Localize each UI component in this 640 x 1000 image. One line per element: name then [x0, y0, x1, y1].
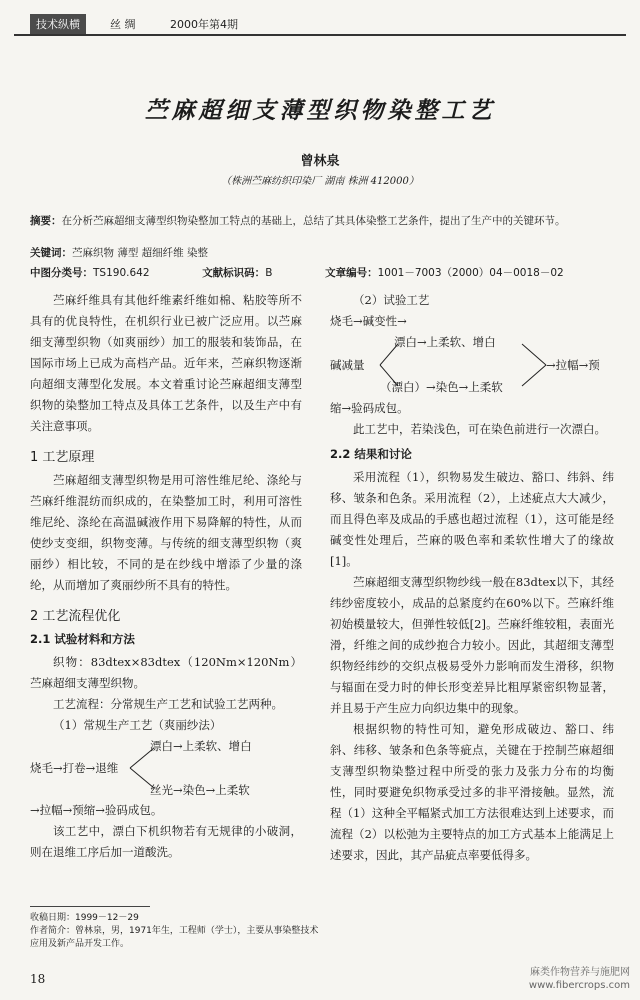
watermark: [529, 966, 630, 992]
keywords-label: 关键词：: [30, 247, 72, 259]
process-2-merge-step: →拉幅→预: [546, 358, 600, 372]
doc-code-label: 文献标识码：: [202, 267, 266, 279]
footnote-rule: [30, 906, 150, 907]
fabric-spec: 织物：83dtex×83dtex（120Nm×120Nm）苎麻超细支薄型织物。: [30, 655, 302, 690]
section-1-text: 苎麻超细支薄型织物是用可溶性维尼纶、涤纶与苎麻纤维混纺而织成的，在染整加工时，利用可溶性维尼纶、涤纶在高温碱液作用下易降解的特性，从而使纱支变细，织物变薄。与传统的细支薄型织物（爽丽纱）相比较，不同的是在纱线中增添了少量的涤纶，从而增加了爽丽纱所不具有的特性。: [30, 473, 302, 592]
classification-line: [30, 266, 616, 280]
abstract: [30, 214, 616, 228]
process-2-upper-branch: 漂白→上柔软、增白: [394, 335, 496, 349]
process-1-title: （1）常规生产工艺（爽丽纱法）: [53, 718, 222, 732]
watermark-line-2: www.fibercrops.com: [528, 980, 630, 991]
results-paragraph-2: 苎麻超细支薄型织物纱线一般在83dtex以下，其经纬纱密度较小，成品的总紧度约在60%以下。苎麻纤维初始模量较大，但弹性较低[2]。苎麻纤维较粗，表面光滑，纤维之间的成纱抱合力较小。因此，其超细支薄型织物经纬纱的交织点极易受外力影响而发生滑移，织物与辐面在受力时的伸长形变差异比粗厚紧密织物显著，并且易于产生应力向织边集中的现象。: [330, 575, 614, 715]
page-number: 18: [30, 972, 46, 986]
keywords: [30, 246, 616, 260]
author-name: 曾林泉: [300, 154, 340, 169]
process-2-split-step: 碱减量: [330, 358, 365, 372]
doc-code-value: B: [265, 267, 273, 279]
process-intro: 工艺流程：分常规生产工艺和试验工艺两种。: [53, 697, 283, 711]
process-1-main: 烧毛→打卷→退维: [30, 761, 119, 775]
issue-label: 2000年第4期: [170, 18, 238, 31]
process-1-note: 该工艺中，漂白下机织物若有无规律的小破洞，则在退维工序后加一道酸洗。: [30, 824, 302, 859]
keywords-text: 苎麻织物 薄型 超细纤维 染整: [72, 247, 209, 259]
section-1-heading: 1 工艺原理: [30, 450, 95, 465]
abstract-label: 摘要：: [30, 215, 62, 227]
abstract-text: 在分析苎麻超细支薄型织物染整加工特点的基础上，总结了其具体染整工艺条件，提出了生产中的关键环节。: [61, 215, 566, 227]
article-number-value: 1001－7003（2000）04－0018－02: [377, 267, 564, 279]
process-2-end: 缩→验码成包。: [330, 401, 409, 415]
running-header: [14, 8, 626, 36]
intro-paragraph: 苎麻纤维具有其他纤维素纤维如棉、粘胶等所不具有的优良特性，在机织行业已被广泛应用。以苎麻细支薄型织物（如爽丽纱）加工的服装和装饰品，在国际市场上已成为高档产品。近年来，苎麻织物逐渐向超细支薄型化发展。本文着重讨论苎麻超细支薄型织物的染整加工特点及具体工艺条件，以及生产中有关注意事项。: [30, 293, 302, 433]
process-2-title: （2）试验工艺: [353, 293, 430, 307]
journal-name: 丝 绸: [110, 18, 136, 31]
author-bio: 作者简介：曾林泉，男，1971年生，工程师（学士），主要从事染整技术应用及新产品开发工作。: [30, 926, 319, 949]
clc-label: 中图分类号：: [30, 267, 93, 279]
footnote: [30, 912, 320, 951]
right-column: [330, 290, 614, 866]
left-column: [30, 290, 302, 863]
article-title: 苎麻超细支薄型织物染整工艺: [144, 97, 496, 124]
process-1-lower-branch: 丝光→染色→上柔软: [150, 783, 250, 797]
process-1-end: →拉幅→预缩→验码成包。: [30, 803, 163, 817]
author-affiliation: （株洲苎麻纺织印染厂 湖南 株洲 412000）: [221, 176, 419, 187]
section-2-2-heading: 2.2 结果和讨论: [330, 447, 412, 461]
results-paragraph-1: 采用流程（1），织物易发生破边、豁口、纬斜、纬移、皱条和色条。采用流程（2），上述疵点大大减少，而且得色率及成品的手感也超过流程（1），这可能是经碱变性处理后，苎麻的吸色率和柔软性增大了的缘故[1]。: [330, 470, 614, 568]
section-tag: 技术纵横: [30, 14, 86, 34]
process-1-upper-branch: 漂白→上柔软、增白: [150, 739, 252, 753]
watermark-line-1: 麻类作物营养与施肥网: [530, 967, 630, 978]
process-2-flow: [330, 332, 614, 398]
process-2-note: 此工艺中，若染浅色，可在染色前进行一次漂白。: [353, 422, 606, 436]
process-2-first-line: 烧毛→碱变性→: [330, 314, 407, 328]
results-paragraph-3: 根据织物的特性可知，避免形成破边、豁口、纬斜、纬移、皱条和色条等疵点，关键在于控制苎麻超细支薄型织物染整过程中所受的张力及张力分布的均衡性，同时要避免织物承受过多的非平滑接触。显然，流程（1）这种全平幅紧式加工方法很难达到上述要求，而流程（2）以松弛为主要特点的加工方式基本上能满足上述要求，因此，其产品疵点率要低得多。: [330, 722, 614, 862]
process-1-flow: [30, 736, 302, 800]
received-date: 收稿日期：1999－12－29: [30, 913, 139, 923]
clc-value: TS190.642: [93, 267, 150, 279]
article-number-label: 文章编号：: [325, 267, 378, 279]
section-2-heading: 2 工艺流程优化: [30, 609, 121, 624]
section-2-1-heading: 2.1 试验材料和方法: [30, 632, 135, 646]
process-2-lower-branch: （漂白）→染色→上柔软: [380, 380, 503, 394]
